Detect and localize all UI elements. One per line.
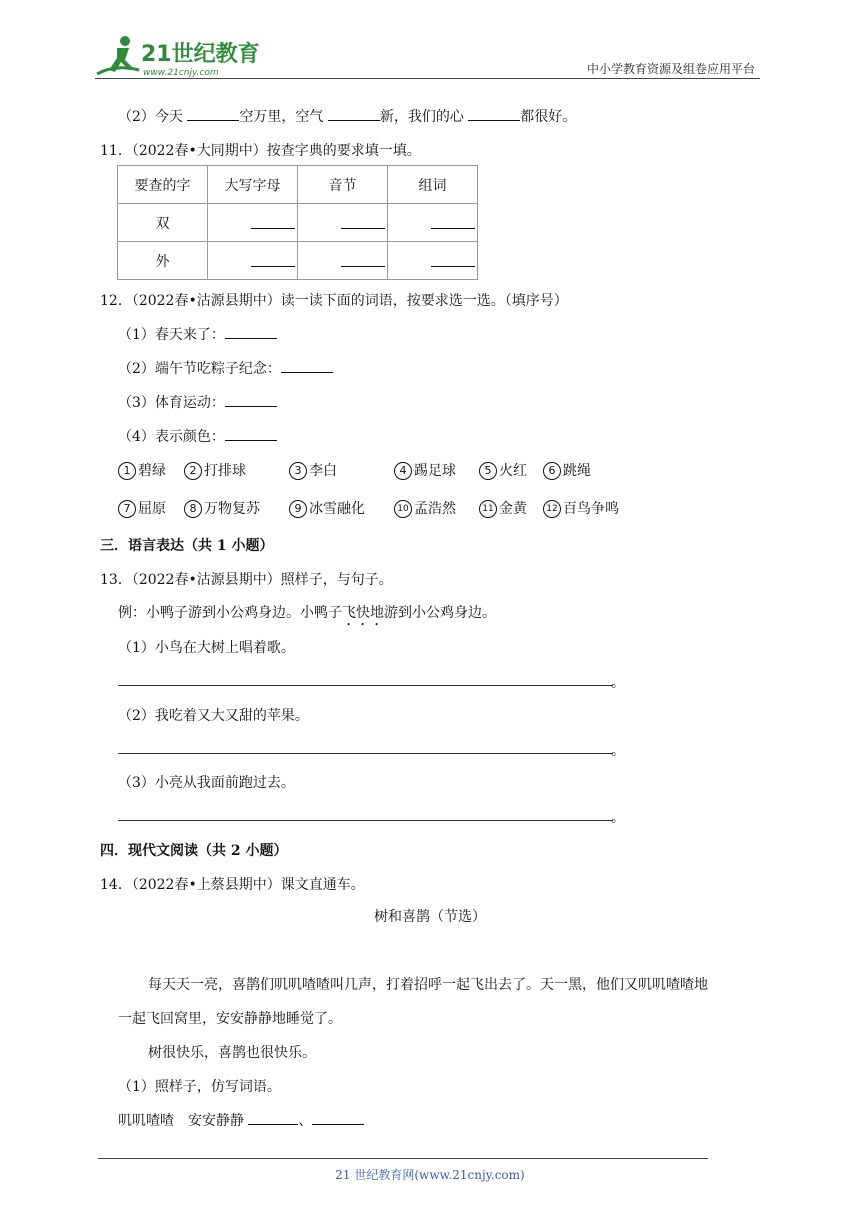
q10-sub2: （2）今天 空万里，空气 新，我们的心 都很好。 — [118, 106, 576, 126]
q14-sub1: （1）照样子，仿写词语。 — [118, 1079, 281, 1095]
answer-blank[interactable] — [225, 426, 277, 441]
answer-blank[interactable] — [298, 242, 388, 280]
passage-paragraph: 每天天一亮，喜鹊们叽叽喳喳叫几声，打着招呼一起飞出去了。天一黑，他们又叽叽喳喳地 — [148, 977, 708, 993]
table-header: 大写字母 — [208, 166, 298, 204]
answer-blank[interactable] — [388, 204, 478, 242]
dictionary-table — [117, 165, 478, 280]
option-item: 12 百鸟争鸣 — [543, 498, 619, 518]
q12-sub3: （3）体育运动： — [118, 392, 277, 412]
option-item: 10 孟浩然 — [394, 498, 456, 518]
q13-sub1: （1）小鸟在大树上唱着歌。 — [118, 640, 295, 656]
answer-blank[interactable] — [388, 242, 478, 280]
q12-stem: 12．（2022春•沽源县期中）读一读下面的词语，按要求选一选。（填序号） — [100, 293, 568, 309]
q12-sub4: （4）表示颜色： — [118, 426, 277, 446]
answer-blank[interactable] — [281, 358, 333, 373]
q12-sub2: （2）端午节吃粽子纪念： — [118, 358, 333, 378]
passage-paragraph: 树很快乐，喜鹊也很快乐。 — [148, 1045, 316, 1061]
passage-paragraph-cont: 一起飞回窝里，安安静静地睡觉了。 — [118, 1011, 342, 1027]
table-row — [118, 242, 478, 280]
footer-text[interactable]: 21 世纪教育网(www.21cnjy.com) — [335, 1168, 525, 1182]
dotted-emphasis: 飞快地 — [342, 605, 384, 621]
option-item: 6 跳绳 — [543, 460, 591, 480]
answer-blank[interactable] — [208, 242, 298, 280]
answer-blank[interactable] — [312, 1110, 364, 1125]
table-header: 音节 — [298, 166, 388, 204]
table-header-row — [118, 166, 478, 204]
svg-text:www.21cnjy.com: www.21cnjy.com — [143, 68, 219, 78]
q13-example: 例：小鸭子游到小公鸡身边。小鸭子飞快地游到小公鸡身边。 — [118, 605, 496, 621]
answer-period: 。 — [611, 675, 625, 691]
answer-period: 。 — [611, 743, 625, 759]
svg-text:21世纪教育: 21世纪教育 — [141, 42, 260, 67]
passage-title: 树和喜鹊（节选） — [374, 909, 486, 925]
option-item: 7 屈原 — [118, 498, 166, 518]
answer-line[interactable] — [118, 685, 613, 686]
answer-blank[interactable] — [208, 204, 298, 242]
option-item: 1 碧绿 — [118, 460, 166, 480]
section-title: 三．语言表达（共 1 小题） — [100, 538, 274, 554]
option-item: 9 冰雪融化 — [289, 498, 365, 518]
header-platform-text: 中小学教育资源及组卷应用平台 — [586, 62, 755, 76]
option-item: 11 金黄 — [479, 498, 527, 518]
q13-sub2: （2）我吃着又大又甜的苹果。 — [118, 708, 309, 724]
q13-sub3: （3）小亮从我面前跑过去。 — [118, 775, 295, 791]
header-divider — [95, 78, 760, 79]
q12-sub1: （1）春天来了： — [118, 324, 277, 344]
runner-icon — [97, 36, 139, 74]
q14-stem: 14．（2022春•上蔡县期中）课文直通车。 — [100, 877, 365, 893]
option-item: 8 万物复苏 — [184, 498, 260, 518]
answer-line[interactable] — [118, 753, 613, 754]
table-header: 要查的字 — [118, 166, 208, 204]
option-item: 3 李白 — [289, 460, 337, 480]
answer-period: 。 — [611, 810, 625, 826]
table-cell-char: 外 — [118, 242, 208, 280]
table-header: 组词 — [388, 166, 478, 204]
answer-blank[interactable] — [298, 204, 388, 242]
answer-blank[interactable] — [225, 324, 277, 339]
q13-stem: 13．（2022春•沽源县期中）照样子，与句子。 — [100, 572, 393, 588]
q14-sample: 叽叽喳喳 安安静静 、 — [118, 1110, 364, 1130]
table-cell-char: 双 — [118, 204, 208, 242]
q11-stem: 11．（2022春•大同期中）按查字典的要求填一填。 — [100, 143, 421, 159]
option-item: 2 打排球 — [184, 460, 246, 480]
option-item: 5 火红 — [479, 460, 527, 480]
answer-blank[interactable] — [225, 392, 277, 407]
answer-blank[interactable] — [248, 1110, 298, 1125]
option-item: 4 踢足球 — [394, 460, 456, 480]
section-title: 四．现代文阅读（共 2 小题） — [100, 843, 288, 859]
answer-line[interactable] — [118, 820, 613, 821]
table-row — [118, 204, 478, 242]
site-logo — [95, 34, 265, 80]
footer-divider — [98, 1158, 708, 1159]
